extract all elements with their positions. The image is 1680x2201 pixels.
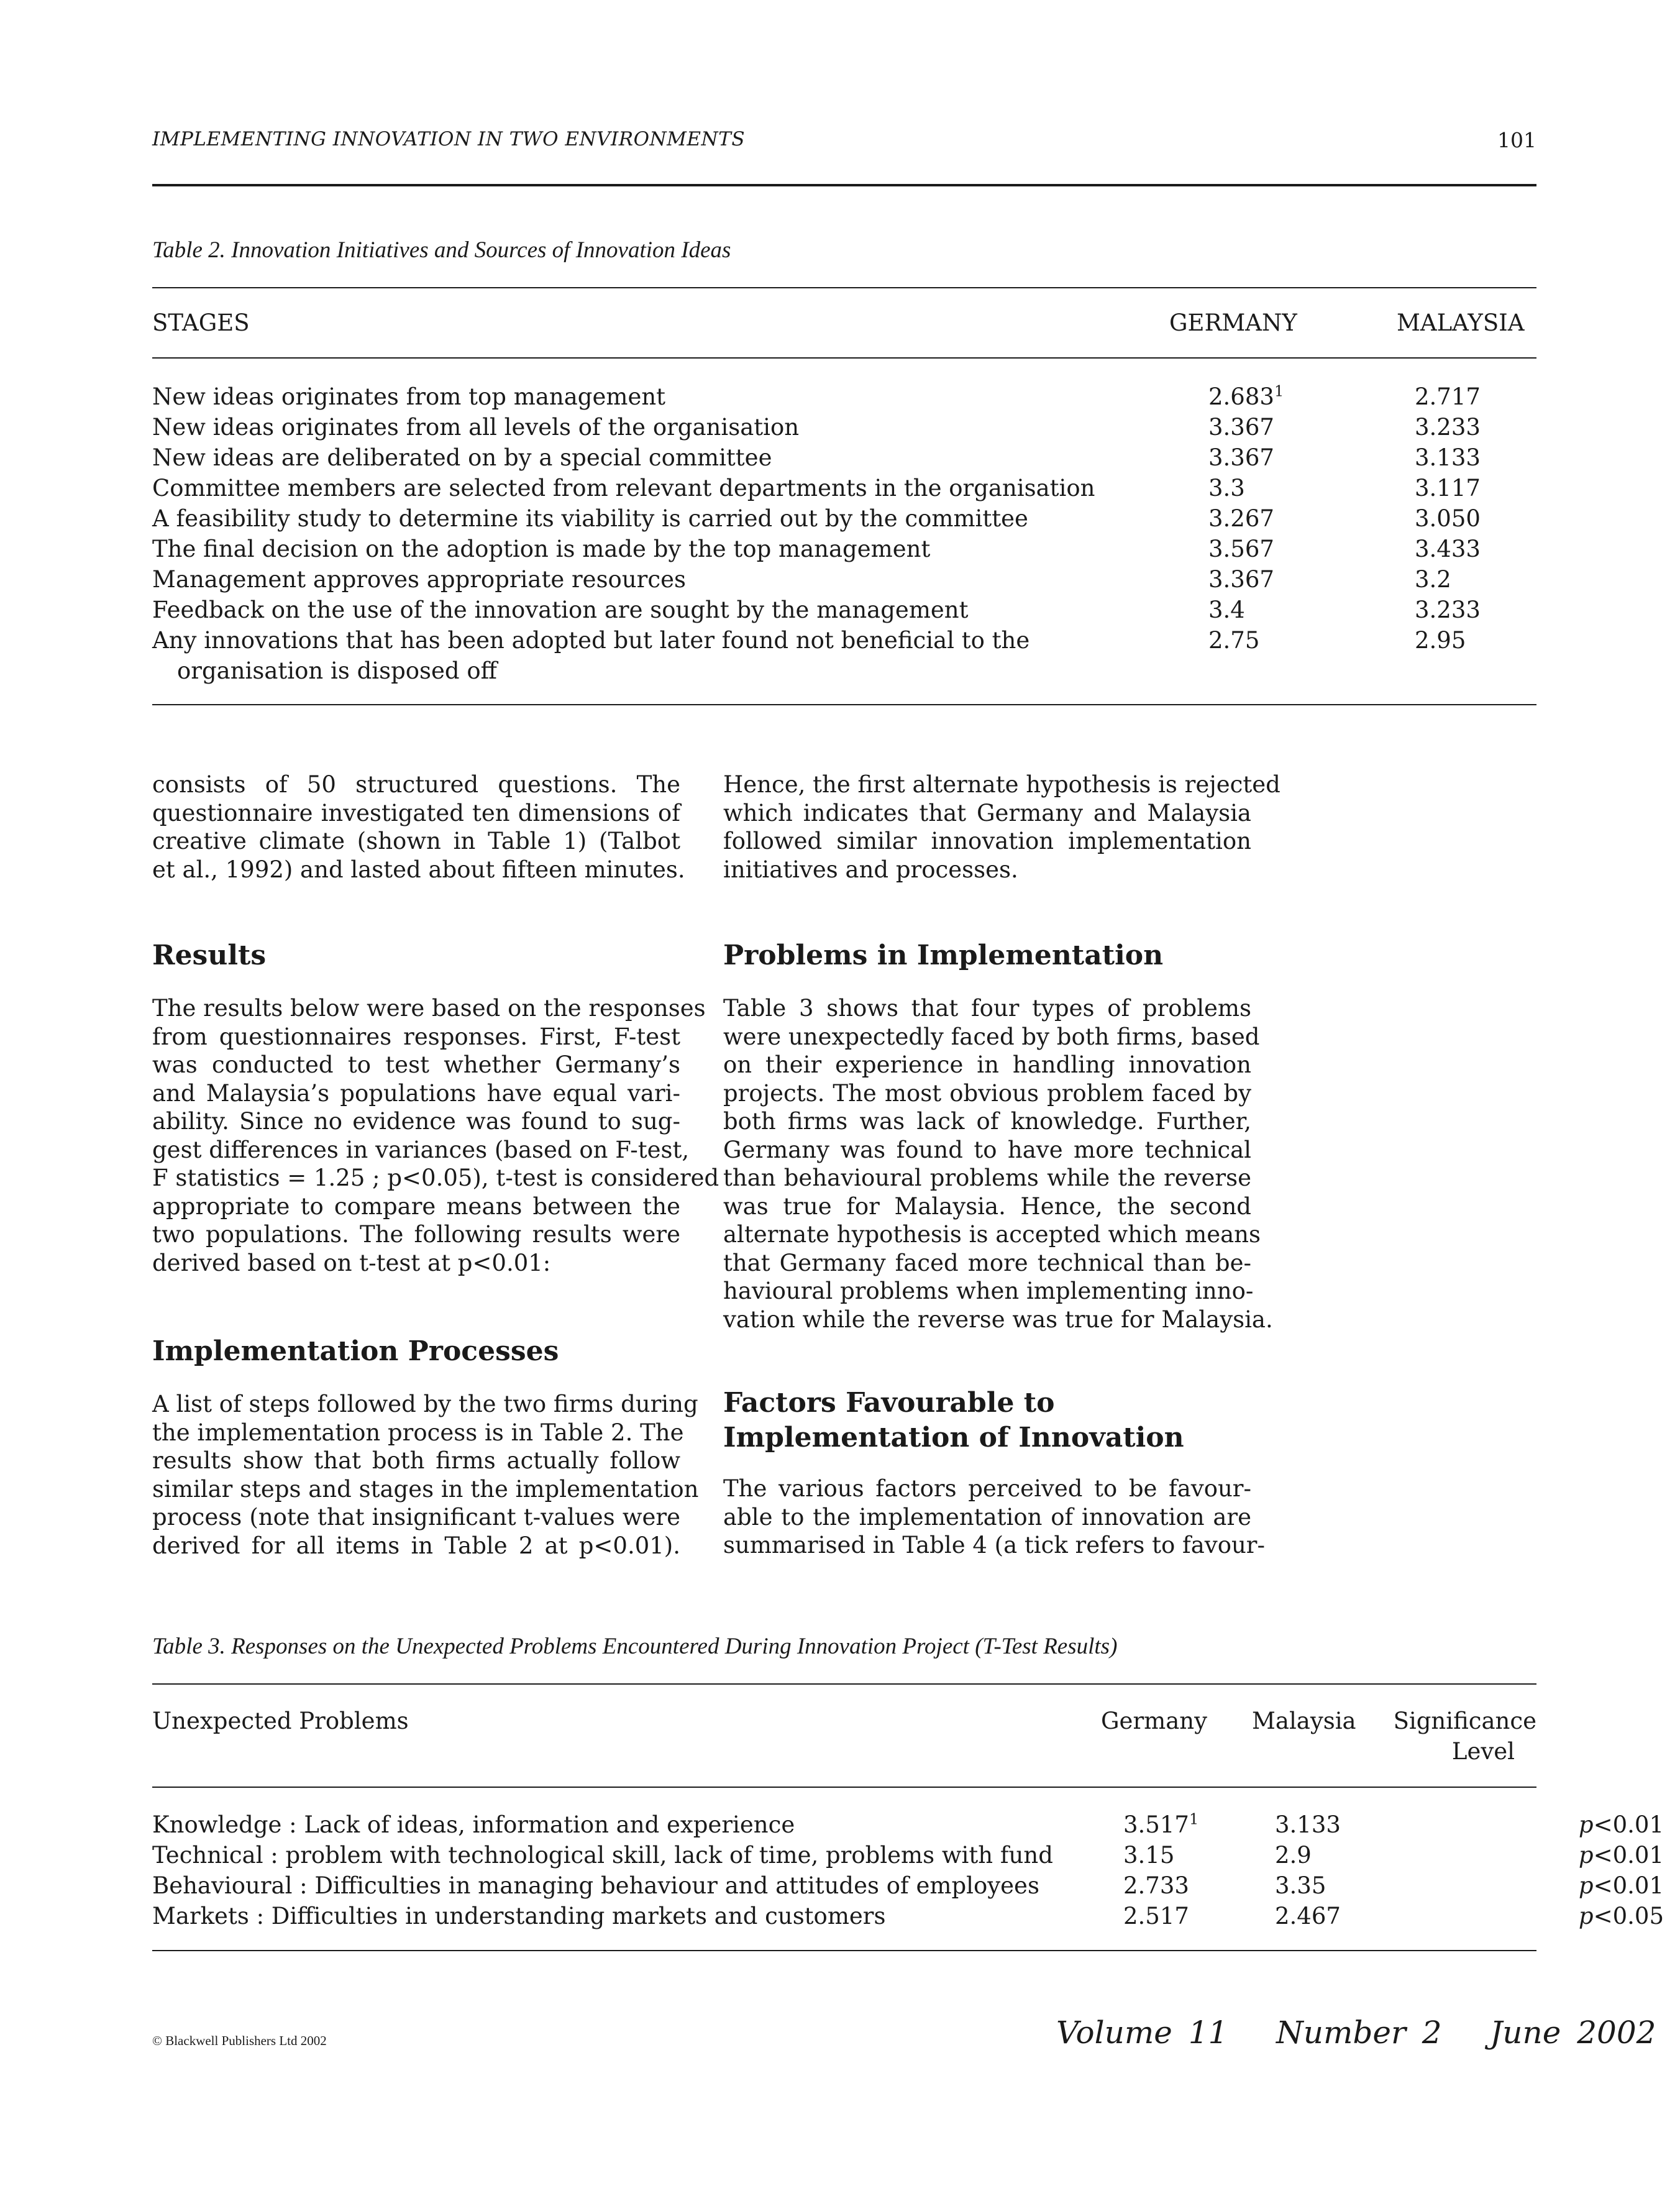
table3-problem: Behavioural : Difficulties in managing behaviour and attitudes of employees (152, 1872, 1039, 1899)
table2-germany-value: 3.367 (1208, 414, 1274, 441)
table-row (152, 473, 1536, 503)
table2-stage: Management approves appropriate resources (152, 566, 686, 593)
table-row (152, 1840, 1664, 1870)
table2-malaysia-value: 3.233 (1415, 414, 1481, 441)
table3-bottom-rule (152, 1950, 1536, 1951)
table2-germany-value: 3.3 (1208, 475, 1245, 501)
table2-stage: The final decision on the adoption is made by the top management (152, 536, 931, 562)
table2-malaysia-value: 3.433 (1415, 536, 1481, 562)
table2-malaysia-value: 3.233 (1415, 597, 1481, 623)
implementation-processes-heading: Implementation Processes (152, 1335, 559, 1367)
table-row (152, 412, 1536, 442)
table2-stage: New ideas are deliberated on by a special committee (152, 444, 772, 471)
table2-stage: Feedback on the use of the innovation are sought by the management (152, 597, 969, 623)
table3-malaysia-value: 2.467 (1275, 1903, 1341, 1929)
table-row (152, 595, 1536, 625)
footnote-marker: 1 (1274, 382, 1284, 400)
table2-col-germany: GERMANY (1169, 309, 1297, 336)
table2-malaysia-value: 2.717 (1415, 383, 1481, 410)
table2-stage-continuation: organisation is disposed off (177, 657, 497, 684)
table2-header-rule (152, 357, 1536, 359)
table2-stage: New ideas originates from all levels of the organisation (152, 414, 800, 441)
copyright-notice: © Blackwell Publishers Ltd 2002 (152, 2033, 327, 2048)
table2-malaysia-value: 3.117 (1415, 475, 1481, 501)
table2-stage: Committee members are selected from relevant departments in the organisation (152, 475, 1095, 501)
table3-caption: Table 3. Responses on the Unexpected Problems Encountered During Innovation Project (T-Test Results) (152, 1634, 1118, 1659)
table2-germany-value: 3.367 (1208, 444, 1274, 471)
right-intro-paragraph: Hence, the first alternate hypothesis is rejected which indicates that Germany and Malaysia followed similar innovation implementation initiatives and processes. (723, 771, 1281, 883)
header-rule (152, 184, 1536, 186)
table2-germany-value: 3.4 (1208, 597, 1245, 623)
table2-germany-value: 2.683$^1$ (1208, 382, 1284, 410)
table-row (152, 503, 1536, 534)
table3-header-rule (152, 1787, 1536, 1788)
implementation-processes-paragraph: A list of steps followed by the two firms during the implementation process is in Table 2. The results show that both firms actually follow similar steps and stages in the implementation process (note that insignificant t-values were derived for all items in Table 2 at p<0.01). (152, 1391, 699, 1559)
table3-problem: Markets : Difficulties in understanding markets and customers (152, 1903, 886, 1929)
table2-stage: New ideas originates from top management (152, 383, 666, 410)
table2-germany-value: 2.75 (1208, 627, 1260, 654)
table3-col-malaysia: Malaysia (1252, 1708, 1356, 1734)
results-paragraph: The results below were based on the responses from questionnaires responses. First, F-test was conducted to test whether Germany’s and Malaysia’s populations have equal vari- ability. Since no evidence was found to sug- gest differences in variances (based on F-test, F statistics = 1.25 ; p<0.05), t-test is considered appropriate to compare means between the two populations. The following results were derived based on t-test at p<0.01: (152, 995, 719, 1276)
table3-significance-value: p<0.01 (1578, 1872, 1664, 1899)
table3-malaysia-value: 3.35 (1275, 1872, 1326, 1899)
table3-germany-value: 2.733 (1123, 1872, 1189, 1899)
table2-col-malaysia: MALAYSIA (1397, 309, 1525, 336)
table3-col-problems: Unexpected Problems (152, 1708, 409, 1734)
page-number: 101 (1497, 128, 1536, 152)
table3-col-level: Level (1451, 1738, 1515, 1765)
footnote-marker: 1 (1189, 1810, 1199, 1828)
table3-germany-value: 3.517$^1$ (1123, 1810, 1199, 1838)
table3-significance-value: p<0.05 (1578, 1903, 1664, 1929)
problems-heading: Problems in Implementation (723, 940, 1164, 971)
table3-problem: Knowledge : Lack of ideas, information and experience (152, 1811, 795, 1838)
table2-germany-value: 3.267 (1208, 505, 1274, 532)
left-intro-paragraph: consists of 50 structured questions. The questionnaire investigated ten dimensions of creative climate (shown in Table 1) (Talbot et al., 1992) and lasted about fifteen minutes. (152, 771, 685, 883)
table3-significance-value: p<0.01 (1578, 1811, 1664, 1838)
table2-germany-value: 3.367 (1208, 566, 1274, 593)
table3-top-rule (152, 1683, 1536, 1685)
table-row (152, 442, 1536, 473)
problems-paragraph: Table 3 shows that four types of problems were unexpectedly faced by both firms, based on their experience in handling innovation projects. The most obvious problem faced by both firms was lack of knowledge. Further, Germany was found to have more technical than behavioural problems while the reverse was true for Malaysia. Hence, the second alternate hypothesis is accepted which means that Germany faced more technical than be- havioural problems when implementing inno- vation while the reverse was true for Malaysia. (723, 995, 1273, 1333)
results-heading: Results (152, 940, 267, 971)
table-row (152, 625, 1536, 684)
table2-stage: A feasibility study to determine its viability is carried out by the committee (152, 505, 1028, 532)
table-row (152, 1901, 1664, 1931)
factors-heading: Factors Favourable to Implementation of Innovation (723, 1387, 1184, 1453)
table3-significance-value: p<0.01 (1578, 1842, 1664, 1869)
table2-malaysia-value: 3.2 (1415, 566, 1451, 593)
table3-col-significance: Significance (1393, 1708, 1536, 1734)
table2-germany-value: 3.567 (1208, 536, 1274, 562)
table3-col-germany: Germany (1101, 1708, 1208, 1734)
table3-problem: Technical : problem with technological skill, lack of time, problems with fund (152, 1842, 1053, 1869)
table2-top-rule (152, 287, 1536, 288)
table-row (152, 534, 1536, 564)
table-row (152, 564, 1536, 595)
table3-malaysia-value: 3.133 (1275, 1811, 1341, 1838)
table2-caption: Table 2. Innovation Initiatives and Sources of Innovation Ideas (152, 237, 731, 263)
table2-stage: Any innovations that has been adopted but later found not beneficial to the (152, 627, 1030, 654)
table3-germany-value: 3.15 (1123, 1842, 1175, 1869)
table2-malaysia-value: 2.95 (1415, 627, 1466, 654)
table3-germany-value: 2.517 (1123, 1903, 1189, 1929)
table-row (152, 382, 1536, 412)
table2-malaysia-value: 3.050 (1415, 505, 1481, 532)
issue-info: Volume 11 Number 2 June 2002 (1056, 2015, 1656, 2051)
running-head-title: IMPLEMENTING INNOVATION IN TWO ENVIRONMENTS (152, 128, 746, 150)
table2-malaysia-value: 3.133 (1415, 444, 1481, 471)
table2-bottom-rule (152, 704, 1536, 705)
factors-paragraph: The various factors perceived to be favour- able to the implementation of innovation are summarised in Table 4 (a tick refers to favour- (723, 1475, 1265, 1558)
table-row (152, 1870, 1664, 1901)
table2-col-stages: STAGES (152, 309, 250, 336)
table3-malaysia-value: 2.9 (1275, 1842, 1312, 1869)
table-row (152, 1810, 1664, 1840)
